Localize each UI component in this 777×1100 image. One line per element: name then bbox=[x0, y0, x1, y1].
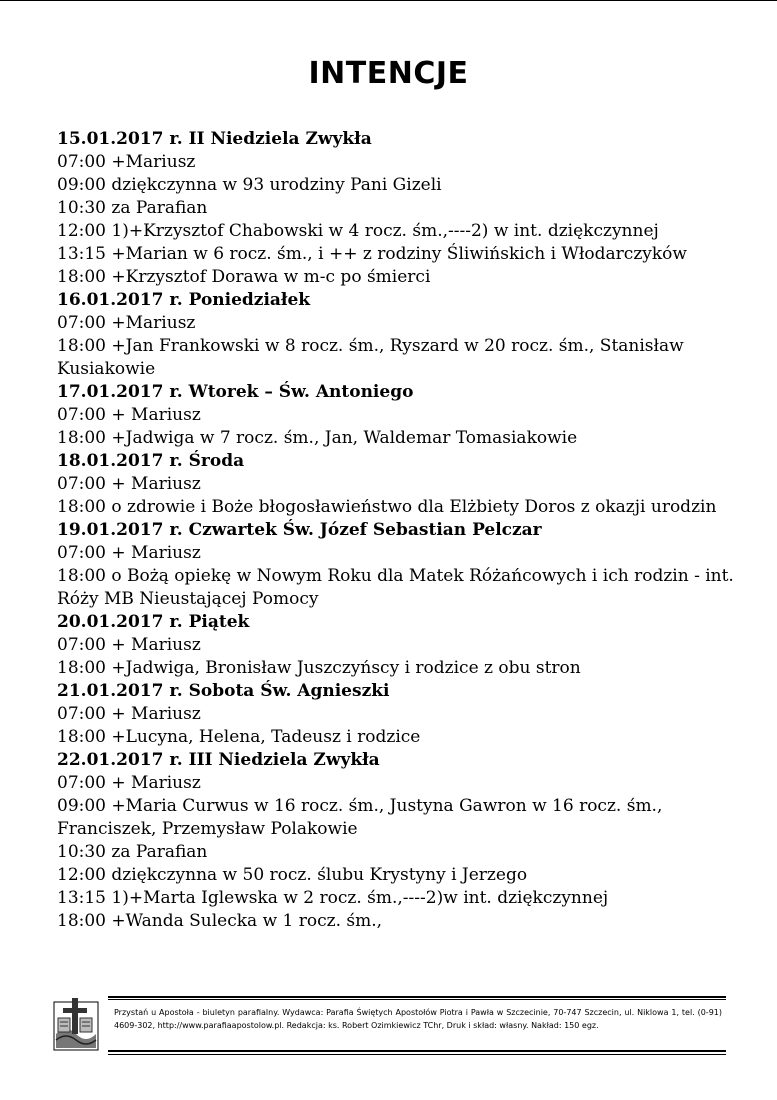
day-heading: 17.01.2017 r. Wtorek – Św. Antoniego bbox=[57, 382, 414, 402]
footer-rule bbox=[108, 1050, 726, 1052]
intention-entry: 12:00 dziękczynna w 50 rocz. ślubu Krystyny i Jerzego bbox=[57, 865, 528, 885]
day-heading: 19.01.2017 r. Czwartek Św. Józef Sebastian Pelczar bbox=[57, 520, 542, 540]
page-title: INTENCJE bbox=[308, 56, 469, 91]
intention-entry: 18:00 +Jan Frankowski w 8 rocz. śm., Ryszard w 20 rocz. śm., Stanisław Kusiakowie bbox=[57, 336, 684, 379]
intention-entry: 07:00 + Mariusz bbox=[57, 773, 201, 793]
intention-entry: 18:00 +Jadwiga, Bronisław Juszczyńscy i rodzice z obu stron bbox=[57, 658, 581, 678]
intention-entry: 18:00 o Bożą opiekę w Nowym Roku dla Matek Różańcowych i ich rodzin - int. Róży MB Nieustającej Pomocy bbox=[57, 566, 734, 609]
intention-entry: 09:00 dziękczynna w 93 urodziny Pani Gizeli bbox=[57, 175, 442, 195]
intention-entry: 07:00 + Mariusz bbox=[57, 704, 201, 724]
intention-entry: 18:00 +Krzysztof Dorawa w m-c po śmierci bbox=[57, 267, 431, 287]
footer-rule bbox=[108, 1054, 726, 1055]
intention-entry: 09:00 +Maria Curwus w 16 rocz. śm., Justyna Gawron w 16 rocz. śm., Franciszek, Przemysław Polakowie bbox=[57, 796, 663, 839]
top-border-line bbox=[0, 0, 777, 1]
intention-entry: 18:00 o zdrowie i Boże błogosławieństwo dla Elżbiety Doros z okazji urodzin bbox=[57, 497, 717, 517]
intention-entry: 07:00 +Mariusz bbox=[57, 313, 196, 333]
intention-entry: 07:00 +Mariusz bbox=[57, 152, 196, 172]
intention-entry: 07:00 + Mariusz bbox=[57, 474, 201, 494]
intention-entry: 07:00 + Mariusz bbox=[57, 543, 201, 563]
intention-entry: 13:15 1)+Marta Iglewska w 2 rocz. śm.,----2)w int. dziękczynnej bbox=[57, 888, 609, 908]
intention-entry: 13:15 +Marian w 6 rocz. śm., i ++ z rodziny Śliwińskich i Włodarczyków bbox=[57, 244, 687, 264]
footer-text: Przystań u Apostoła - biuletyn parafialny. Wydawca: Parafia Świętych Apostołów Piotra i Pawła w Szczecinie, 70-747 Szczecin, ul. Niklowa 1, tel. (0-91) 4609-302, http://www.parafiaapostolow.pl. Redakcja: ks. Robert Ozimkiewicz TChr, Druk i skład: własny. Nakład: 150 egz. bbox=[114, 1008, 722, 1030]
day-heading: 16.01.2017 r. Poniedziałek bbox=[57, 290, 311, 310]
intention-entry: 18:00 +Jadwiga w 7 rocz. śm., Jan, Waldemar Tomasiakowie bbox=[57, 428, 578, 448]
day-heading: 15.01.2017 r. II Niedziela Zwykła bbox=[57, 129, 372, 149]
intention-entry: 18:00 +Wanda Sulecka w 1 rocz. śm., bbox=[57, 911, 383, 931]
intention-entry: 18:00 +Lucyna, Helena, Tadeusz i rodzice bbox=[57, 727, 421, 747]
intention-entry: 07:00 + Mariusz bbox=[57, 405, 201, 425]
intention-entry: 10:30 za Parafian bbox=[57, 198, 208, 218]
day-heading: 20.01.2017 r. Piątek bbox=[57, 612, 250, 632]
footer-rule bbox=[108, 996, 726, 998]
intentions-list bbox=[57, 128, 757, 933]
parish-logo-icon bbox=[52, 994, 100, 1054]
day-heading: 22.01.2017 r. III Niedziela Zwykła bbox=[57, 750, 380, 770]
day-heading: 21.01.2017 r. Sobota Św. Agnieszki bbox=[57, 681, 390, 701]
intention-entry: 10:30 za Parafian bbox=[57, 842, 208, 862]
day-heading: 18.01.2017 r. Środa bbox=[57, 451, 245, 471]
footer-rule bbox=[108, 999, 726, 1000]
footer bbox=[52, 994, 726, 1058]
intention-entry: 07:00 + Mariusz bbox=[57, 635, 201, 655]
intention-entry: 12:00 1)+Krzysztof Chabowski w 4 rocz. śm.,----2) w int. dziękczynnej bbox=[57, 221, 659, 241]
